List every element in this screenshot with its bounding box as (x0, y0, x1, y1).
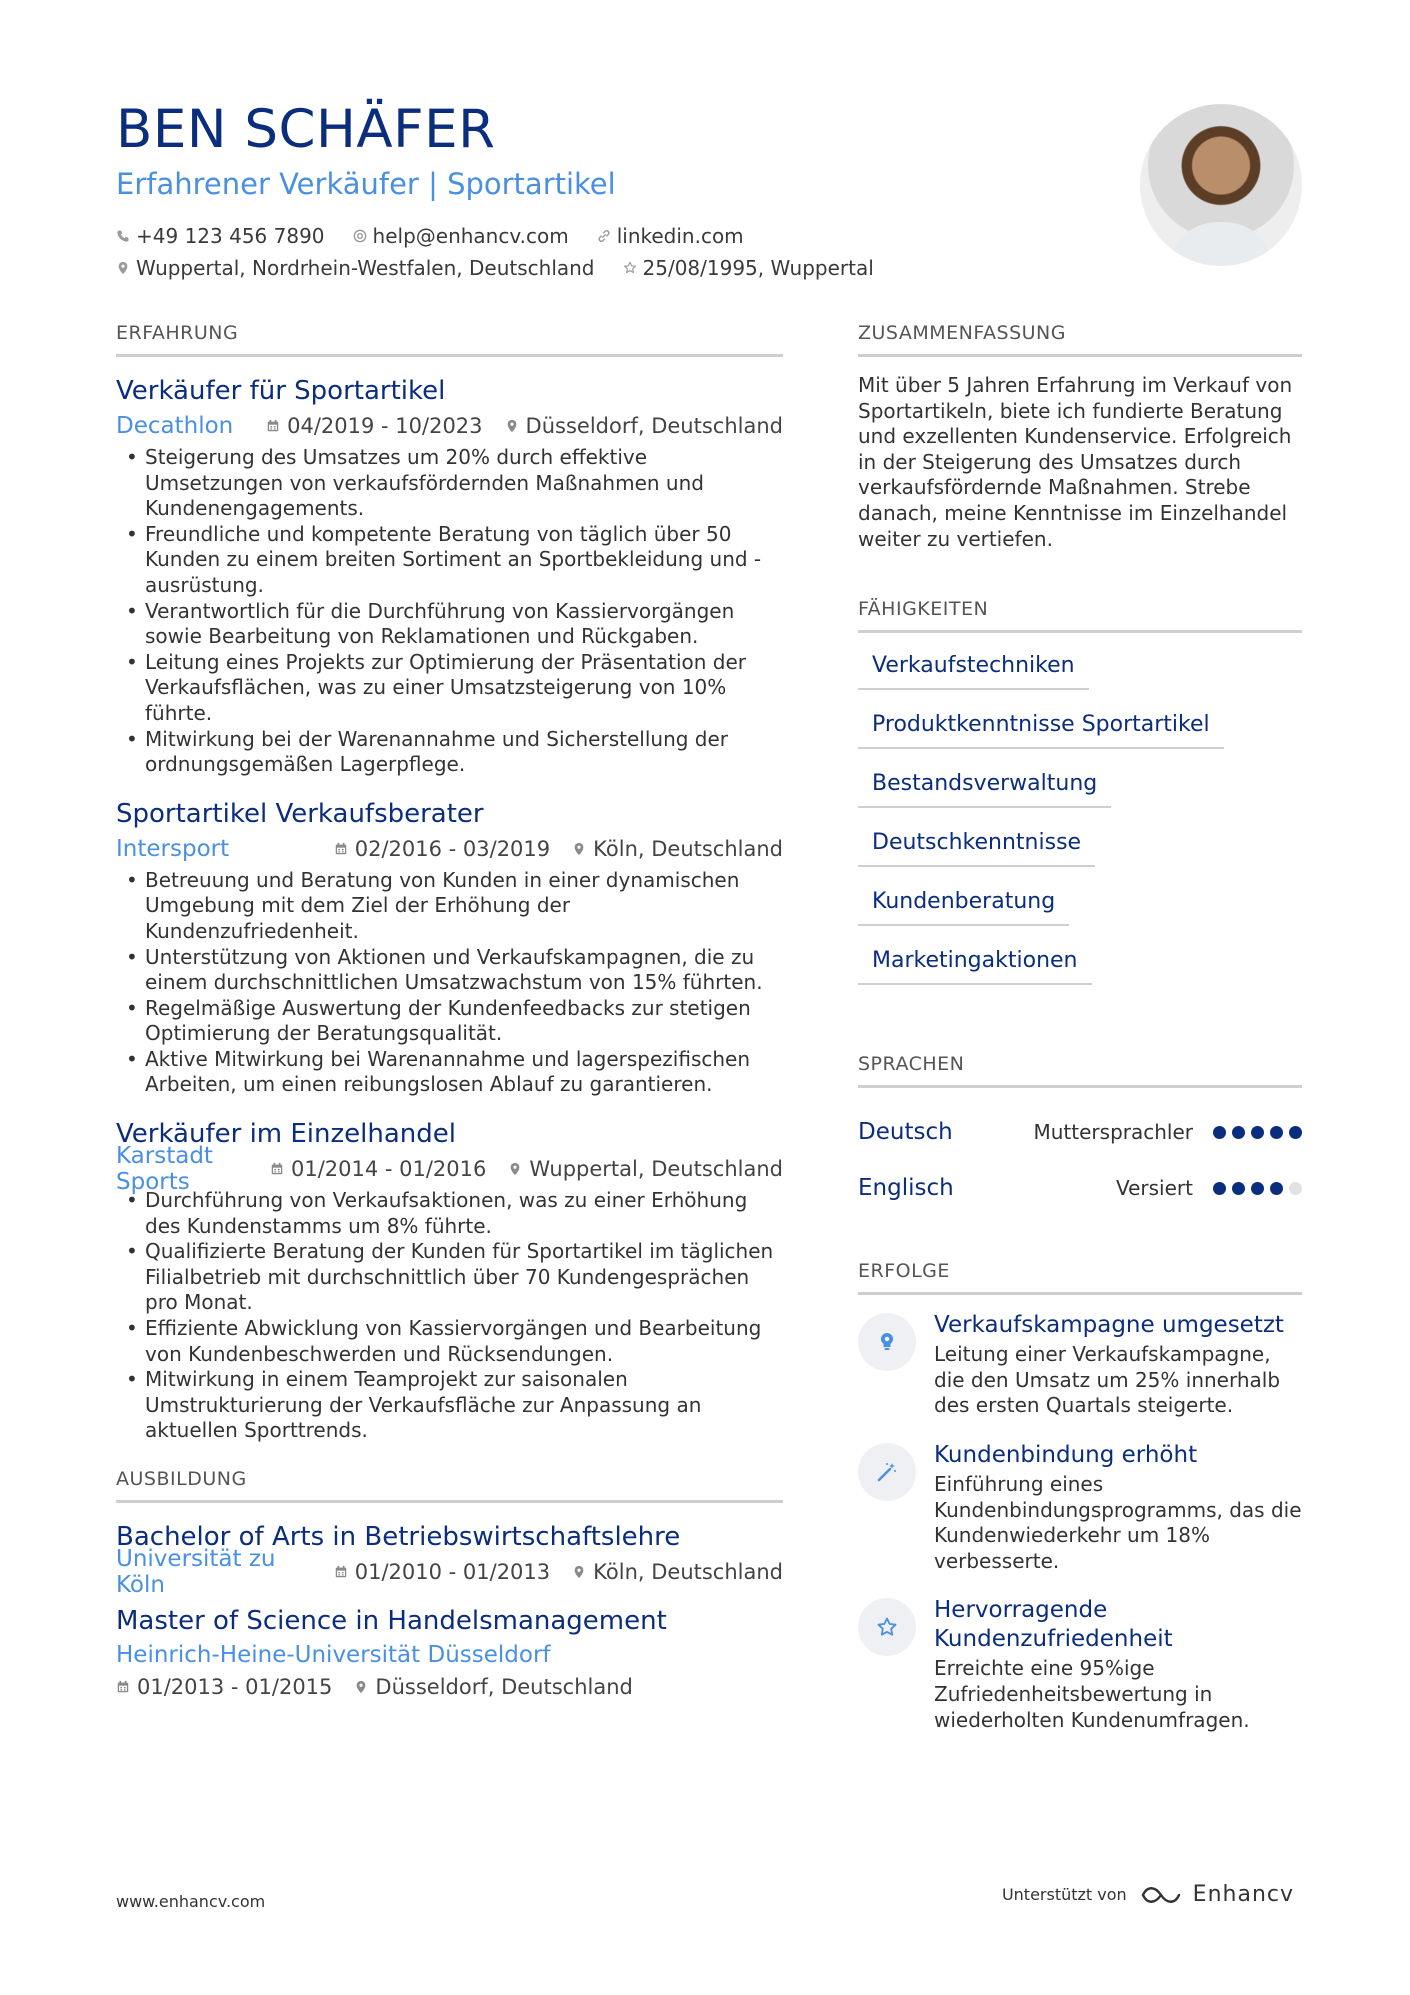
education-meta (116, 1671, 783, 1703)
linkedin-contact[interactable] (597, 224, 744, 248)
education-entry (116, 1603, 783, 1703)
skill-tag: Deutschkenntnisse (858, 826, 1095, 867)
birth-contact (623, 256, 874, 280)
achievement-text: Leitung einer Verkaufskampagne, die den Umsatz um 25% innerhalb des ersten Quartals steigerte. (934, 1342, 1281, 1418)
candidate-role: Erfahrener Verkäufer | Sportartikel (116, 167, 616, 201)
contact-row-2 (116, 252, 1096, 284)
enhancv-logo-icon (1139, 1883, 1183, 1907)
calendar-icon (266, 419, 280, 433)
achievements-section-title: ERFOLGE (858, 1260, 1302, 1295)
job-company: Intersport (116, 835, 230, 862)
languages-section-title: SPRACHEN (858, 1053, 1302, 1088)
rating-dot-filled (1289, 1126, 1302, 1139)
enhancv-logo-text: Enhancv (1192, 1882, 1294, 1907)
job-bullet: • Qualifizierte Beratung der Kunden für Sportartikel im täglichen Filialbetrieb mit durchschnittlich über 70 Kundengesprächen pro Monat. (116, 1239, 783, 1316)
job-meta-right (244, 414, 783, 438)
phone-contact (116, 224, 325, 248)
achievement-item (858, 1596, 1302, 1733)
achievement-icon-badge (858, 1443, 916, 1501)
rating-dot-filled (1213, 1182, 1226, 1195)
calendar-icon (270, 1162, 284, 1176)
job-location (508, 1157, 783, 1181)
education-dates (334, 1560, 550, 1584)
job-dates (270, 1157, 486, 1181)
job-entry (116, 796, 783, 1098)
star-outline-icon (623, 261, 637, 275)
degree-title: Bachelor of Arts in Betriebswirtschaftslehre (116, 1522, 681, 1552)
achievement-body (934, 1311, 1302, 1419)
job-meta (116, 1143, 783, 1196)
achievement-body (934, 1596, 1302, 1733)
language-row (858, 1104, 1302, 1160)
education-section-title: AUSBILDUNG (116, 1468, 783, 1503)
achievement-title: Verkaufskampagne umgesetzt (934, 1312, 1284, 1339)
school-name: Universität zu Köln (116, 1546, 276, 1598)
job-meta (116, 832, 783, 866)
job-company: Karstadt Sports (116, 1143, 213, 1196)
location-pin-icon (116, 261, 130, 275)
footer-website[interactable]: www.enhancv.com (116, 1892, 266, 1911)
job-bullet: • Steigerung des Umsatzes um 20% durch effektive Umsetzungen von verkaufsfördernden Maßnahmen und Kundenengagements. (116, 445, 783, 522)
right-column (858, 322, 1302, 1755)
education-dates (116, 1675, 332, 1699)
calendar-icon (334, 1565, 348, 1579)
education-meta-right (312, 1560, 783, 1584)
job-bullet: • Verantwortlich für die Durchführung von Kassiervorgängen sowie Bearbeitung von Reklamationen und Rückgaben. (116, 599, 783, 650)
lightbulb-icon (875, 1330, 899, 1354)
job-bullet: • Leitung eines Projekts zur Optimierung der Präsentation der Verkaufsflächen, was zu einer Umsatzsteigerung von 10% führte. (116, 650, 783, 727)
skill-tag: Verkaufstechniken (858, 649, 1089, 690)
magic-wand-icon (875, 1460, 899, 1484)
job-company: Decathlon (116, 413, 234, 439)
job-bullets (116, 868, 783, 1098)
language-name: Englisch (858, 1175, 954, 1202)
job-dates-text: 02/2016 - 03/2019 (354, 836, 551, 861)
location-contact (116, 256, 595, 280)
job-bullet: • Regelmäßige Auswertung der Kundenfeedbacks zur stetigen Optimierung der Beratungsqualität. (116, 996, 783, 1047)
job-dates-text: 04/2019 - 10/2023 (287, 414, 483, 438)
job-bullet: • Effiziente Abwicklung von Kassiervorgängen und Bearbeitung von Kundenbeschwerden und Rücksendungen. (116, 1316, 783, 1367)
skill-tag: Marketingaktionen (858, 944, 1092, 985)
summary-section-title: ZUSAMMENFASSUNG (858, 322, 1302, 357)
job-bullet: • Mitwirkung in einem Teamprojekt zur saisonalen Umstrukturierung der Verkaufsfläche zur Anpassung an aktuellen Sporttrends. (116, 1367, 783, 1444)
job-bullet: • Freundliche und kompetente Beratung von täglich über 50 Kunden zu einem breiten Sortiment an Sportbekleidung und -ausrüstung. (116, 522, 783, 599)
job-entry (116, 373, 783, 778)
education-location (572, 1560, 783, 1584)
rating-dot-filled (1270, 1182, 1283, 1195)
rating-dot-filled (1213, 1126, 1226, 1139)
job-bullet: • Durchführung von Verkaufsaktionen, was zu einer Erhöhung des Kundenstamms um 8% führte. (116, 1188, 783, 1239)
job-dates-text: 01/2014 - 01/2016 (290, 1157, 487, 1182)
phone-text: +49 123 456 7890 (136, 224, 325, 248)
location-pin-icon (505, 419, 519, 433)
achievement-text: Erreichte eine 95%ige Zufriedenheitsbewertung in wiederholten Kundenumfragen. (934, 1656, 1250, 1732)
photo-shirt (1168, 222, 1274, 266)
powered-by-text: Unterstützt von (1001, 1885, 1127, 1904)
link-icon (597, 229, 611, 243)
education-dates-text: 01/2010 - 01/2013 (354, 1560, 551, 1584)
skill-tag: Bestandsverwaltung (858, 767, 1111, 808)
location-pin-icon (354, 1680, 368, 1694)
education-dates-text: 01/2013 - 01/2015 (137, 1675, 333, 1699)
star-icon (875, 1615, 899, 1639)
achievement-text: Einführung eines Kundenbindungsprogramms, das die Kundenwiederkehr um 18% verbesserte. (934, 1471, 1302, 1573)
job-meta (116, 409, 783, 443)
calendar-icon (334, 842, 348, 856)
job-entry (116, 1116, 783, 1444)
location-pin-icon (572, 842, 586, 856)
rating-dot-filled (1251, 1182, 1264, 1195)
achievement-item (858, 1311, 1302, 1419)
job-bullet: • Unterstützung von Aktionen und Verkaufskampagnen, die zu einem durchschnittlichen Umsatzwachstum von 15% führten. (116, 945, 783, 996)
language-row (858, 1160, 1302, 1216)
skill-tag: Produktkenntnisse Sportartikel (858, 708, 1224, 749)
language-rating (1207, 1126, 1302, 1139)
calendar-icon (116, 1680, 130, 1694)
email-text: help@enhancv.com (372, 224, 569, 248)
language-rating (1207, 1182, 1302, 1195)
rating-dot-filled (1232, 1182, 1245, 1195)
job-title: Verkäufer für Sportartikel (116, 376, 446, 406)
location-pin-icon (508, 1162, 522, 1176)
achievement-title: Kundenbindung erhöht (934, 1441, 1198, 1468)
education-entry (116, 1519, 783, 1598)
language-level: Muttersprachler (1033, 1120, 1193, 1145)
rating-dot-filled (1270, 1126, 1283, 1139)
enhancv-logo[interactable] (1139, 1882, 1294, 1907)
job-meta-right (248, 1157, 783, 1181)
languages-list (858, 1104, 1302, 1216)
job-bullets (116, 445, 783, 778)
achievement-icon-badge (858, 1313, 916, 1371)
education-location-text: Köln, Deutschland (593, 1560, 783, 1584)
rating-dot-filled (1251, 1126, 1264, 1139)
language-level: Versiert (1115, 1176, 1193, 1201)
birth-text: 25/08/1995, Wuppertal (642, 256, 874, 280)
job-bullet: • Mitwirkung bei der Warenannahme und Sicherstellung der ordnungsgemäßen Lagerpflege. (116, 727, 783, 778)
job-meta-right (312, 837, 783, 861)
job-bullet: • Betreuung und Beratung von Kunden in einer dynamischen Umgebung mit dem Ziel der Erhöhung der Kundenzufriedenheit. (116, 868, 783, 945)
skills-section-title: FÄHIGKEITEN (858, 598, 1302, 633)
job-bullet: • Aktive Mitwirkung bei Warenannahme und lagerspezifischen Arbeiten, um einen reibungslosen Ablauf zu garantieren. (116, 1047, 783, 1098)
location-text: Wuppertal, Nordrhein-Westfalen, Deutschland (136, 256, 595, 280)
skill-tag: Kundenberatung (858, 885, 1069, 926)
education-location (354, 1675, 632, 1699)
achievements-list (858, 1311, 1302, 1733)
job-title: Sportartikel Verkaufsberater (116, 798, 484, 829)
job-bullets (116, 1188, 783, 1444)
job-dates (334, 837, 550, 861)
left-column (116, 322, 783, 1717)
achievement-item (858, 1441, 1302, 1574)
location-pin-icon (572, 1565, 586, 1579)
profile-photo (1140, 104, 1302, 266)
email-contact[interactable] (353, 224, 569, 248)
degree-title: Master of Science in Handelsmanagement (116, 1606, 667, 1636)
achievement-body (934, 1441, 1302, 1574)
school-name: Heinrich-Heine-Universität Düsseldorf (116, 1642, 551, 1668)
skills-list (858, 649, 1302, 1003)
job-location (572, 837, 783, 861)
language-name: Deutsch (858, 1119, 953, 1146)
at-icon (353, 229, 367, 243)
achievement-icon-badge (858, 1598, 916, 1656)
header (116, 98, 1096, 284)
job-location-text: Wuppertal, Deutschland (529, 1157, 783, 1182)
job-location-text: Köln, Deutschland (593, 836, 783, 861)
phone-icon (116, 229, 130, 243)
rating-dot-empty (1289, 1182, 1302, 1195)
linkedin-text: linkedin.com (616, 224, 744, 248)
summary-text: Mit über 5 Jahren Erfahrung im Verkauf von Sportartikeln, biete ich fundierte Beratung und exzellenten Kundenservice. Erfolgreich in der Steigerung des Umsatzes durch verkaufsfördernde Maßnahmen. Strebe danach, meine Kenntnisse im Einzelhandel weiter zu vertiefen. (858, 373, 1293, 551)
contact-info (116, 220, 1096, 284)
education-location-text: Düsseldorf, Deutschland (375, 1675, 633, 1699)
contact-row-1 (116, 220, 1096, 252)
achievement-title: Hervorragende Kundenzufriedenheit (934, 1597, 1173, 1653)
education-meta (116, 1546, 783, 1598)
job-location (505, 414, 783, 438)
job-location-text: Düsseldorf, Deutschland (525, 414, 783, 438)
experience-section-title: ERFAHRUNG (116, 322, 783, 357)
candidate-name: BEN SCHÄFER (116, 99, 496, 160)
job-title: Verkäufer im Einzelhandel (116, 1119, 456, 1150)
job-dates (266, 414, 482, 438)
rating-dot-filled (1232, 1126, 1245, 1139)
footer-brand (1002, 1882, 1294, 1907)
